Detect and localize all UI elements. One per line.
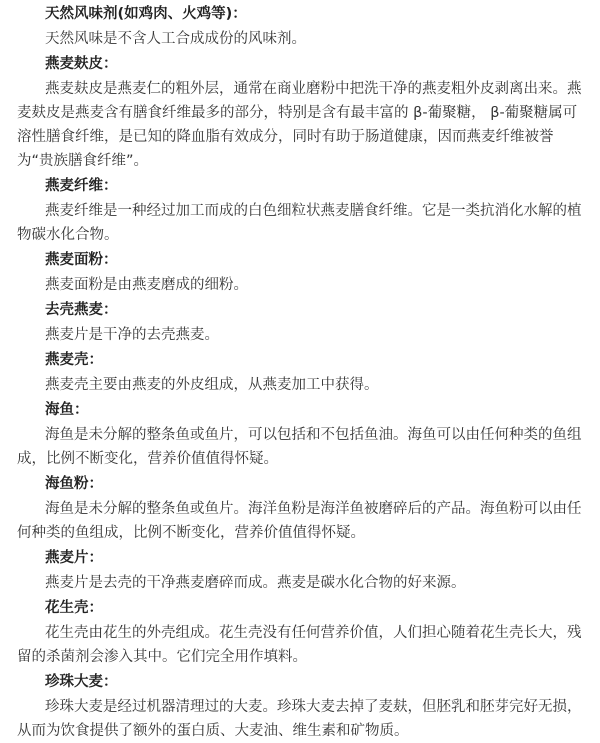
term-description: 天然风味是不含人工合成成份的风味剂。 [45, 31, 306, 47]
entry-ocean-fish-meal [17, 473, 586, 545]
term-description: 燕麦面粉是由燕麦磨成的细粉。 [45, 277, 248, 293]
entry-pearled-barley [17, 671, 586, 743]
term-heading: 去壳燕麦： [45, 302, 118, 318]
entry-oat-flour [17, 249, 586, 297]
entry-oatmeal [17, 547, 586, 595]
term-heading: 燕麦壳： [45, 352, 103, 368]
term-description: 燕麦片是干净的去壳燕麦。 [45, 327, 219, 343]
term-description: 花生壳由花生的外壳组成。花生壳没有任何营养价值，人们担心随着花生壳长大，残留的杀菌剂会渗入其中。它们完全用作填料。 [17, 625, 582, 665]
term-heading: 天然风味剂(如鸡肉、火鸡等)： [45, 6, 247, 22]
term-description: 燕麦片是去壳的干净燕麦磨碎而成。燕麦是碳水化合物的好来源。 [45, 575, 466, 591]
term-description: 海鱼是未分解的整条鱼或鱼片，可以包括和不包括鱼油。海鱼可以由任何种类的鱼组成，比例不断变化，营养价值值得怀疑。 [17, 427, 582, 467]
entry-oat-hulls [17, 349, 586, 397]
entry-ocean-fish [17, 399, 586, 471]
term-description: 燕麦壳主要由燕麦的外皮组成，从燕麦加工中获得。 [45, 377, 379, 393]
term-heading: 海鱼： [45, 402, 89, 418]
entry-natural-flavor [17, 3, 586, 51]
term-heading: 花生壳： [45, 600, 103, 616]
term-description: 燕麦麸皮是燕麦仁的粗外层，通常在商业磨粉中把洗干净的燕麦粗外皮剥离出来。燕麦麸皮是燕麦含有膳食纤维最多的部分，特别是含有最丰富的 β-葡聚糖， β-葡聚糖属可溶性膳食纤维，是已知的降血脂有效成分，同时有助于肠道健康，因而燕麦纤维被誉为“贵族膳食纤维”。 [17, 81, 582, 169]
term-heading: 燕麦麸皮： [45, 56, 118, 72]
entry-peanut-hulls [17, 597, 586, 669]
term-description: 珍珠大麦是经过机器清理过的大麦。珍珠大麦去掉了麦麸，但胚乳和胚芽完好无损，从而为饮食提供了额外的蛋白质、大麦油、维生素和矿物质。 [17, 699, 582, 739]
entry-hulled-oats [17, 299, 586, 347]
term-description: 海鱼是未分解的整条鱼或鱼片。海洋鱼粉是海洋鱼被磨碎后的产品。海鱼粉可以由任何种类的鱼组成，比例不断变化，营养价值值得怀疑。 [17, 501, 582, 541]
term-heading: 燕麦面粉： [45, 252, 118, 268]
term-description: 燕麦纤维是一种经过加工而成的白色细粒状燕麦膳食纤维。它是一类抗消化水解的植物碳水化合物。 [17, 203, 582, 243]
entry-oat-fiber [17, 175, 586, 247]
term-heading: 燕麦片： [45, 550, 103, 566]
term-heading: 海鱼粉： [45, 476, 103, 492]
entry-oat-bran [17, 53, 586, 173]
term-heading: 珍珠大麦： [45, 674, 118, 690]
term-heading: 燕麦纤维： [45, 178, 118, 194]
